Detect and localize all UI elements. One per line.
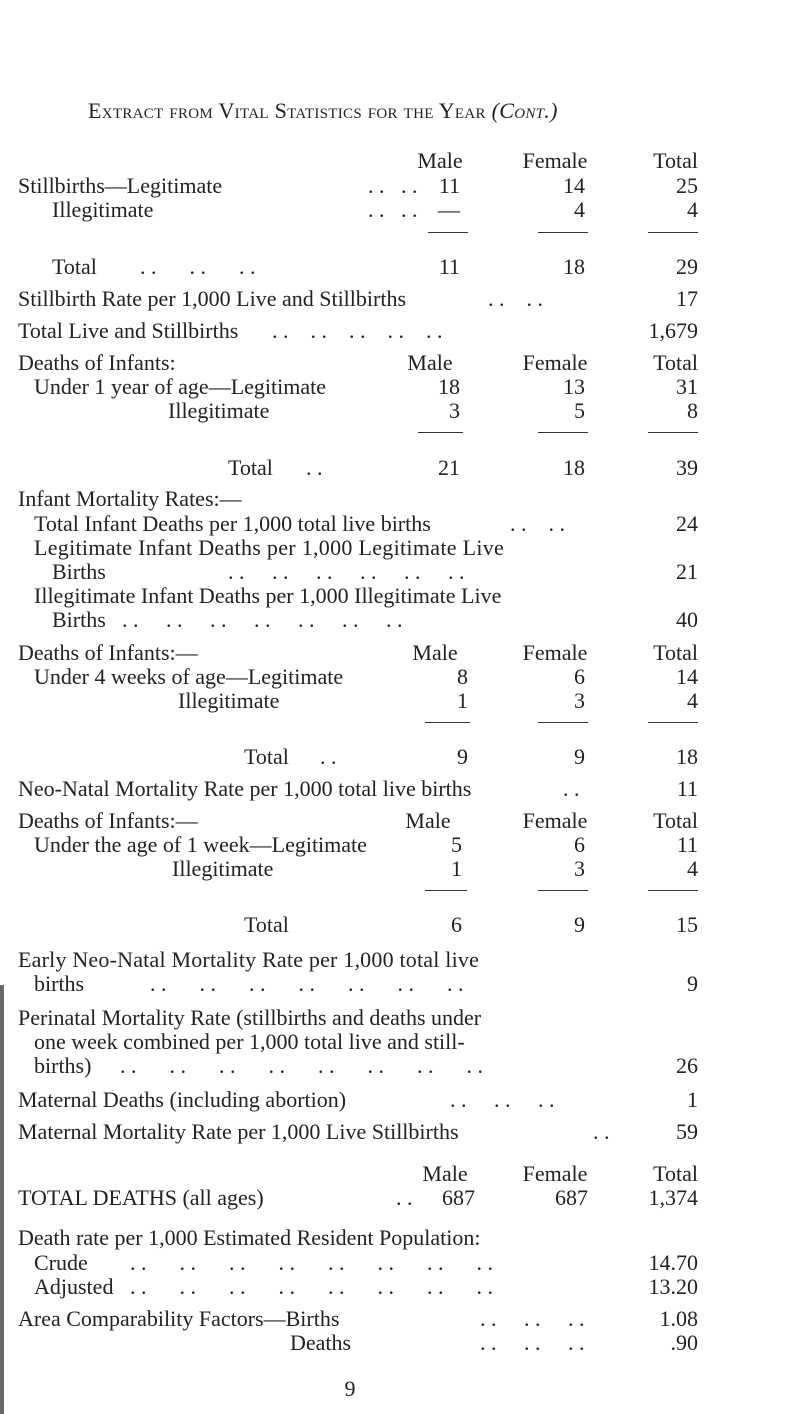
col-male-header: Male — [417, 148, 463, 173]
comparability-deaths-value: .90 — [670, 1330, 698, 1355]
sum-rule — [538, 722, 588, 723]
sum-rule — [538, 890, 588, 891]
leader-dots: . . . . . . . . . . . . . . . . — [130, 1274, 493, 1299]
stillbirths-illegit-label: Illegitimate — [52, 197, 154, 222]
leader-dots: . . . . . . — [140, 254, 256, 279]
sum-rule — [648, 890, 698, 891]
page-number: 9 — [344, 1376, 356, 1401]
stillbirths-total-total: 29 — [676, 254, 698, 279]
infants-1yr-total-label: Total — [228, 455, 273, 480]
neonatal-rate-value: 11 — [676, 776, 698, 801]
leader-dots: . . . . — [368, 173, 418, 198]
leader-dots: . . . . . . . . . . . . . . — [150, 971, 464, 996]
infants-1yr-illegit-total: 8 — [687, 398, 698, 423]
infants-1wk-illegit-female: 3 — [574, 856, 585, 881]
comparability-births-label: Area Comparability Factors—Births — [18, 1306, 340, 1331]
leader-dots: . . . . . . . . . . . . . . . . — [130, 1250, 493, 1275]
leader-dots: . . . . . . — [450, 1087, 555, 1112]
infants-1wk-total-total: 15 — [676, 912, 698, 937]
infant-mortality-illegit-value: 40 — [676, 607, 698, 632]
infant-mortality-total-value: 24 — [676, 511, 698, 536]
infants-4wk-illegit-label: Illegitimate — [178, 688, 280, 713]
total-deaths-male: 687 — [442, 1185, 475, 1210]
sum-rule — [648, 232, 698, 233]
sum-rule — [538, 232, 588, 233]
infants-1yr-illegit-female: 5 — [574, 398, 585, 423]
infants-1wk-heading: Deaths of Infants:— — [18, 808, 198, 833]
infants-1wk-legit-label: Under the age of 1 week—Legitimate — [34, 832, 367, 857]
infants-1yr-illegit-label: Illegitimate — [168, 398, 270, 423]
early-neonatal-line1: Early Neo-Natal Mortality Rate per 1,000 total live — [18, 947, 480, 972]
total-deaths-label: TOTAL DEATHS (all ages) — [18, 1185, 264, 1210]
infants-4wk-legit-male: 8 — [457, 664, 468, 689]
leader-dots: . . . . . . . . . . — [272, 318, 443, 343]
infants-4wk-legit-label: Under 4 weeks of age—Legitimate — [34, 664, 344, 689]
neonatal-rate-label: Neo-Natal Mortality Rate per 1,000 total live births — [18, 776, 472, 801]
infants-4wk-total-male: 9 — [457, 744, 468, 769]
total-live-stillbirths-value: 1,679 — [648, 318, 698, 343]
leader-dots: . . . . — [510, 511, 565, 536]
infants-1yr-total-male: 21 — [438, 455, 460, 480]
stillbirth-rate-label: Stillbirth Rate per 1,000 Live and Stillbirths — [18, 286, 407, 311]
perinatal-line2: one week combined per 1,000 total live and still- — [34, 1029, 465, 1054]
infant-mortality-legit-value: 21 — [676, 559, 698, 584]
infants-1wk-total-male: 6 — [451, 912, 462, 937]
infants-4wk-legit-female: 6 — [574, 664, 585, 689]
death-rate-crude-label: Crude — [34, 1250, 88, 1275]
infants-4wk-heading: Deaths of Infants:— — [18, 640, 198, 665]
col-male-header: Male — [407, 350, 453, 375]
infants-1yr-total-female: 18 — [563, 455, 585, 480]
infant-mortality-heading: Infant Mortality Rates:— — [18, 486, 242, 511]
leader-dots: . . . . . . — [480, 1306, 585, 1331]
infant-mortality-legit-line1: Legitimate Infant Deaths per 1,000 Legitimate Live — [34, 535, 505, 560]
infants-1yr-legit-label: Under 1 year of age—Legitimate — [34, 374, 326, 399]
maternal-rate-value: 59 — [676, 1119, 698, 1144]
infants-1wk-legit-male: 5 — [451, 832, 462, 857]
stillbirths-illegit-female: 4 — [574, 197, 585, 222]
stillbirths-total-female: 18 — [563, 254, 585, 279]
infant-mortality-legit-line2: Births — [52, 559, 106, 584]
sum-rule — [648, 722, 698, 723]
maternal-deaths-label: Maternal Deaths (including abortion) — [18, 1087, 347, 1112]
leader-dots: . . — [306, 455, 323, 480]
stillbirths-legit-female: 14 — [563, 173, 585, 198]
scan-edge-shadow — [0, 985, 4, 1414]
sum-rule — [648, 432, 698, 433]
infants-1yr-heading: Deaths of Infants: — [18, 350, 176, 375]
infants-4wk-illegit-male: 1 — [457, 688, 468, 713]
death-rate-heading: Death rate per 1,000 Estimated Resident Population: — [18, 1225, 481, 1250]
infants-1yr-legit-total: 31 — [676, 374, 698, 399]
title-text: Extract from Vital Statistics for the Year — [88, 98, 486, 123]
leader-dots: . . . . . . . . . . . . — [228, 559, 465, 584]
infants-4wk-total-total: 18 — [676, 744, 698, 769]
infants-1wk-illegit-label: Illegitimate — [172, 856, 274, 881]
sum-rule — [418, 432, 463, 433]
col-total-header: Total — [653, 350, 698, 375]
total-live-stillbirths-label: Total Live and Stillbirths — [18, 318, 239, 343]
infants-4wk-legit-total: 14 — [676, 664, 698, 689]
col-male-header: Male — [422, 1161, 468, 1186]
maternal-rate-label: Maternal Mortality Rate per 1,000 Live Stillbirths — [18, 1119, 459, 1144]
col-female-header: Female — [522, 148, 588, 173]
sum-rule — [428, 232, 468, 233]
death-rate-crude-value: 14.70 — [648, 1250, 698, 1275]
infant-mortality-illegit-line2: Births — [52, 607, 106, 632]
col-female-header: Female — [522, 808, 588, 833]
col-female-header: Female — [522, 640, 588, 665]
death-rate-adjusted-label: Adjusted — [34, 1274, 114, 1299]
leader-dots: . . . . . . . . . . . . . . . . — [120, 1053, 483, 1078]
col-total-header: Total — [653, 640, 698, 665]
stillbirth-rate-value: 17 — [676, 286, 698, 311]
infants-1yr-legit-male: 18 — [438, 374, 460, 399]
total-deaths-total: 1,374 — [648, 1185, 698, 1210]
comparability-deaths-label: Deaths — [290, 1330, 352, 1355]
early-neonatal-line2: births — [34, 971, 85, 996]
infants-1wk-legit-total: 11 — [676, 832, 698, 857]
col-total-header: Total — [653, 148, 698, 173]
leader-dots: . . — [563, 776, 580, 801]
leader-dots: . . — [593, 1119, 610, 1144]
infants-4wk-illegit-total: 4 — [687, 688, 698, 713]
stillbirths-legit-male: 11 — [438, 173, 460, 198]
perinatal-value: 26 — [676, 1053, 698, 1078]
infants-1yr-illegit-male: 3 — [449, 398, 460, 423]
infants-1wk-illegit-male: 1 — [451, 856, 462, 881]
sum-rule — [425, 890, 467, 891]
infants-1yr-legit-female: 13 — [563, 374, 585, 399]
leader-dots: . . — [396, 1185, 413, 1210]
title-cont: (Cont.) — [491, 98, 558, 123]
leader-dots: . . . . — [488, 286, 543, 311]
stillbirths-illegit-male: — — [438, 197, 460, 222]
infant-mortality-total-label: Total Infant Deaths per 1,000 total live births — [34, 511, 431, 536]
col-total-header: Total — [653, 1161, 698, 1186]
stillbirths-legit-total: 25 — [676, 173, 698, 198]
sum-rule — [425, 722, 470, 723]
stillbirths-total-male: 11 — [438, 254, 460, 279]
infants-1wk-total-female: 9 — [574, 912, 585, 937]
stillbirths-illegit-total: 4 — [687, 197, 698, 222]
leader-dots: . . . . . . . . . . . . . . — [122, 607, 403, 632]
infant-mortality-illegit-line1: Illegitimate Infant Deaths per 1,000 Illegitimate Live — [34, 583, 502, 608]
infants-1wk-illegit-total: 4 — [687, 856, 698, 881]
perinatal-line3: births) — [34, 1053, 92, 1078]
comparability-births-value: 1.08 — [659, 1306, 698, 1331]
page-title — [88, 100, 558, 122]
col-male-header: Male — [405, 808, 451, 833]
infants-1yr-total-total: 39 — [676, 455, 698, 480]
sum-rule — [538, 432, 588, 433]
stillbirths-legit-label: Stillbirths—Legitimate — [18, 173, 223, 198]
early-neonatal-value: 9 — [687, 971, 698, 996]
col-female-header: Female — [522, 350, 588, 375]
total-deaths-female: 687 — [555, 1185, 588, 1210]
leader-dots: . . — [320, 744, 337, 769]
col-total-header: Total — [653, 808, 698, 833]
col-male-header: Male — [412, 640, 458, 665]
maternal-deaths-value: 1 — [687, 1087, 698, 1112]
leader-dots: . . . . . . — [480, 1330, 585, 1355]
leader-dots: . . . . — [368, 197, 418, 222]
col-female-header: Female — [522, 1161, 588, 1186]
stillbirths-total-label: Total — [52, 254, 97, 279]
infants-1wk-total-label: Total — [244, 912, 289, 937]
death-rate-adjusted-value: 13.20 — [648, 1274, 698, 1299]
infants-1wk-legit-female: 6 — [574, 832, 585, 857]
infants-4wk-total-label: Total — [244, 744, 289, 769]
infants-4wk-illegit-female: 3 — [574, 688, 585, 713]
infants-4wk-total-female: 9 — [574, 744, 585, 769]
perinatal-line1: Perinatal Mortality Rate (stillbirths and deaths under — [18, 1005, 482, 1030]
